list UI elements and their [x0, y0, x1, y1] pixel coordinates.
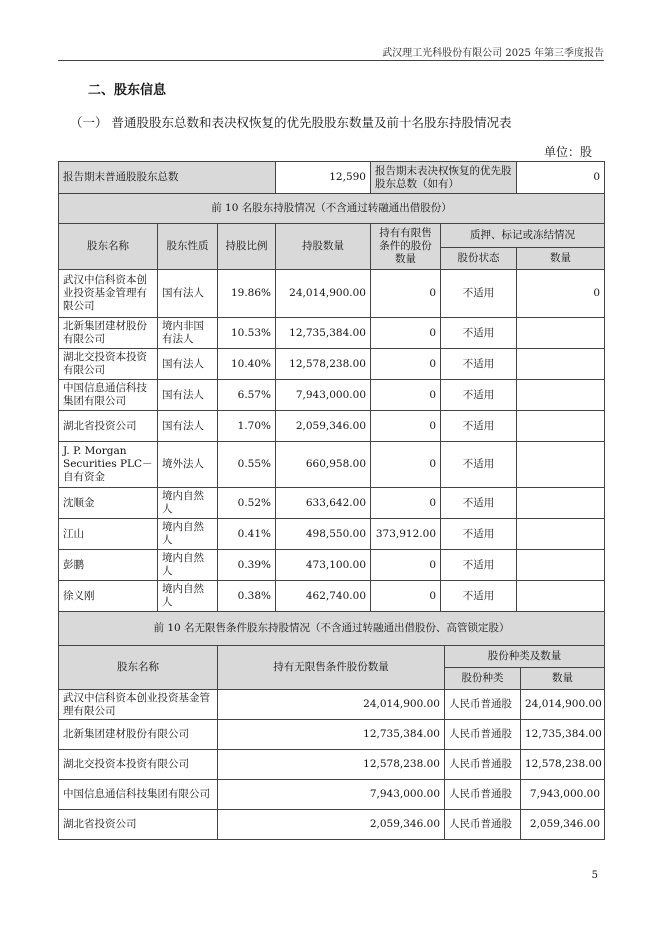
share-kind: 人民币普通股 [445, 750, 521, 780]
shareholder-name: 中国信息通信科技集团有限公司 [59, 380, 158, 411]
unrestricted-count: 2,059,346.00 [218, 810, 445, 840]
shareholding-ratio: 0.52% [218, 488, 276, 519]
shareholder-name: 北新集团建材股份有限公司 [59, 720, 218, 750]
unit-label: 单位：股 [543, 145, 592, 159]
shareholder-nature: 境外法人 [158, 442, 218, 488]
shareholder-name: 武汉中信科资本创业投资基金管理有限公司 [59, 270, 158, 318]
shareholding-count: 498,550.00 [276, 519, 371, 550]
restricted-shares: 0 [371, 411, 441, 442]
pledge-status: 不适用 [441, 519, 517, 550]
table-row [59, 380, 605, 411]
restricted-shares: 0 [371, 442, 441, 488]
col-header-count: 持股数量 [276, 224, 371, 270]
restricted-shares: 0 [371, 349, 441, 380]
header-rule [58, 60, 604, 61]
pledge-quantity [517, 488, 605, 519]
table-row [59, 720, 605, 750]
shareholder-nature: 国有法人 [158, 411, 218, 442]
table-row [59, 810, 605, 840]
shareholding-ratio: 1.70% [218, 411, 276, 442]
table-row [59, 349, 605, 380]
shareholding-ratio: 19.86% [218, 270, 276, 318]
unrestricted-count: 24,014,900.00 [218, 690, 445, 720]
shareholder-nature: 境内非国有法人 [158, 318, 218, 349]
shareholding-count: 2,059,346.00 [276, 411, 371, 442]
shareholding-ratio: 10.53% [218, 318, 276, 349]
shareholder-nature: 国有法人 [158, 380, 218, 411]
pledge-status: 不适用 [441, 550, 517, 581]
shareholder-name: 湖北省投资公司 [59, 810, 218, 840]
pledge-quantity [517, 519, 605, 550]
shareholding-count: 24,014,900.00 [276, 270, 371, 318]
pledge-quantity [517, 380, 605, 411]
restricted-shares: 0 [371, 581, 441, 612]
table-row [59, 690, 605, 720]
col-header-kind: 股份种类 [445, 668, 521, 690]
unrestricted-count: 12,735,384.00 [218, 720, 445, 750]
table-row [59, 780, 605, 810]
total-holders-label: 报告期末普通股股东总数 [59, 162, 276, 194]
table-row [59, 519, 605, 550]
pledge-status: 不适用 [441, 349, 517, 380]
pledge-quantity [517, 442, 605, 488]
pledge-quantity [517, 411, 605, 442]
col-header-kind-group: 股份种类及数量 [445, 646, 605, 668]
pledge-quantity [517, 318, 605, 349]
shareholder-name: 湖北交投资本投资有限公司 [59, 750, 218, 780]
shareholder-name: 湖北省投资公司 [59, 411, 158, 442]
shareholder-nature: 国有法人 [158, 349, 218, 380]
page-number: 5 [591, 870, 598, 881]
unrestricted-count: 12,578,238.00 [218, 750, 445, 780]
table-row [59, 488, 605, 519]
top10-title: 前 10 名股东持股情况（不含通过转融通出借股份） [59, 194, 605, 224]
col-header-name: 股东名称 [59, 224, 158, 270]
top10-header-row [59, 224, 605, 248]
pledge-status: 不适用 [441, 380, 517, 411]
shareholding-count: 12,735,384.00 [276, 318, 371, 349]
section-subtitle: （一） 普通股股东总数和表决权恢复的优先股股东数量及前十名股东持股情况表 [70, 115, 512, 130]
shareholding-count: 462,740.00 [276, 581, 371, 612]
shareholding-ratio: 10.40% [218, 349, 276, 380]
table-row [59, 550, 605, 581]
pledge-status: 不适用 [441, 442, 517, 488]
pledge-status: 不适用 [441, 581, 517, 612]
pledge-status: 不适用 [441, 318, 517, 349]
shareholder-name: 武汉中信科资本创业投资基金管理有限公司 [59, 690, 218, 720]
col-header-qty: 数量 [521, 668, 605, 690]
pledge-status: 不适用 [441, 411, 517, 442]
shareholder-nature: 境内自然人 [158, 550, 218, 581]
unrestricted-count: 7,943,000.00 [218, 780, 445, 810]
share-kind: 人民币普通股 [445, 690, 521, 720]
shareholding-count: 12,578,238.00 [276, 349, 371, 380]
table-row [59, 750, 605, 780]
restricted-shares: 0 [371, 488, 441, 519]
unrestricted-title-row [59, 612, 605, 646]
shareholder-nature: 境内自然人 [158, 519, 218, 550]
preferred-holders-label: 报告期末表决权恢复的优先股股东总数（如有） [371, 162, 517, 194]
pledge-quantity: 0 [517, 270, 605, 318]
table-row [59, 270, 605, 318]
col-header-ratio: 持股比例 [218, 224, 276, 270]
shareholding-ratio: 6.57% [218, 380, 276, 411]
shareholder-nature: 国有法人 [158, 270, 218, 318]
pledge-status: 不适用 [441, 270, 517, 318]
shareholding-count: 7,943,000.00 [276, 380, 371, 411]
shareholding-ratio: 0.38% [218, 581, 276, 612]
pledge-quantity [517, 349, 605, 380]
shareholding-ratio: 0.55% [218, 442, 276, 488]
total-holders-value: 12,590 [276, 162, 371, 194]
share-quantity: 2,059,346.00 [521, 810, 605, 840]
share-quantity: 24,014,900.00 [521, 690, 605, 720]
shareholder-nature: 境内自然人 [158, 581, 218, 612]
shareholder-name: 湖北交投资本投资有限公司 [59, 349, 158, 380]
col-header-pledge: 质押、标记或冻结情况 [441, 224, 605, 248]
restricted-shares: 373,912.00 [371, 519, 441, 550]
summary-row [59, 162, 605, 194]
pledge-status: 不适用 [441, 488, 517, 519]
shareholding-count: 473,100.00 [276, 550, 371, 581]
shareholder-name: 沈顺金 [59, 488, 158, 519]
restricted-shares: 0 [371, 550, 441, 581]
col-header-restricted: 持有有限售条件的股份数量 [371, 224, 441, 270]
preferred-holders-value: 0 [517, 162, 605, 194]
share-kind: 人民币普通股 [445, 780, 521, 810]
shareholding-count: 633,642.00 [276, 488, 371, 519]
share-quantity: 12,735,384.00 [521, 720, 605, 750]
table-row [59, 318, 605, 349]
top10-shareholders-table [58, 161, 605, 612]
unrestricted-header-row [59, 646, 605, 668]
col-header-nature: 股东性质 [158, 224, 218, 270]
share-kind: 人民币普通股 [445, 810, 521, 840]
restricted-shares: 0 [371, 318, 441, 349]
share-quantity: 7,943,000.00 [521, 780, 605, 810]
shareholder-name: 彭鹏 [59, 550, 158, 581]
table-row [59, 411, 605, 442]
table-row [59, 442, 605, 488]
pledge-quantity [517, 550, 605, 581]
share-quantity: 12,578,238.00 [521, 750, 605, 780]
shareholding-ratio: 0.41% [218, 519, 276, 550]
shareholder-name: 中国信息通信科技集团有限公司 [59, 780, 218, 810]
shareholding-ratio: 0.39% [218, 550, 276, 581]
col-header-name: 股东名称 [59, 646, 218, 690]
col-header-pledge-count: 数量 [517, 248, 605, 270]
pledge-quantity [517, 581, 605, 612]
unrestricted-title: 前 10 名无限售条件股东持股情况（不含通过转融通出借股份、高管锁定股） [59, 612, 605, 646]
top10-title-row [59, 194, 605, 224]
col-header-pledge-status: 股份状态 [441, 248, 517, 270]
share-kind: 人民币普通股 [445, 720, 521, 750]
section-title: 二、股东信息 [88, 83, 167, 98]
shareholder-name: 徐义刚 [59, 581, 158, 612]
unrestricted-shareholders-table [58, 611, 605, 840]
shareholder-nature: 境内自然人 [158, 488, 218, 519]
restricted-shares: 0 [371, 270, 441, 318]
shareholder-name: J. P. Morgan Securities PLC－自有资金 [59, 442, 158, 488]
shareholding-count: 660,958.00 [276, 442, 371, 488]
shareholder-name: 江山 [59, 519, 158, 550]
page-header: 武汉理工光科股份有限公司 2025 年第三季度报告 [382, 48, 604, 59]
restricted-shares: 0 [371, 380, 441, 411]
shareholder-name: 北新集团建材股份有限公司 [59, 318, 158, 349]
table-row [59, 581, 605, 612]
col-header-unrestricted-count: 持有无限售条件股份数量 [218, 646, 445, 690]
